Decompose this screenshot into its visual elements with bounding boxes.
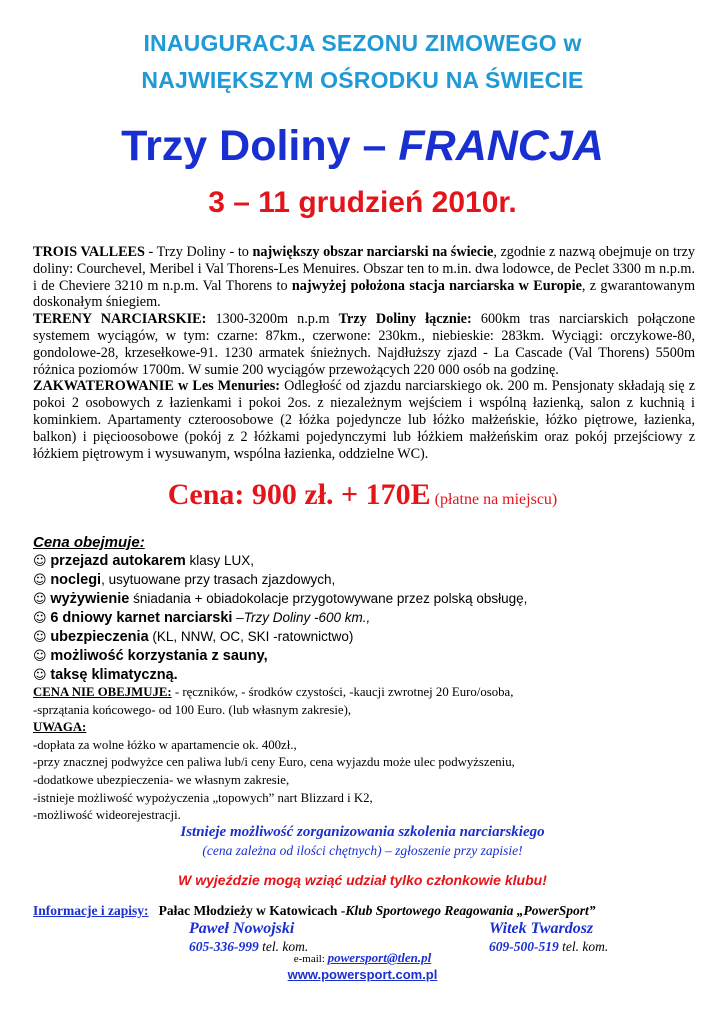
info-link[interactable]: Informacje i zapisy: <box>33 903 149 918</box>
smiley-icon: ☺ <box>33 554 47 569</box>
smiley-icon: ☺ <box>33 668 47 683</box>
contact-person-2: Witek Twardosz 609-500-519 tel. kom. <box>489 920 609 954</box>
contact-phone: 609-500-519 <box>489 939 559 954</box>
description-paragraph-resort: TROIS VALLEES - Trzy Doliny - to największy obszar narciarski na świecie, zgodnie z nazwą obejmuje on trzy doliny: Courchevel, Meribel i Val Thorens-Les Menuires. Obszar ten to m.in. dwa lodowce, de Peclet 3300 m n.p.m. i de Cheviere 3210 m n.p.m. Val Thorens to najwyżej położona stacja narciarska w Europie, z gwarantowanym doskonałym śniegiem. <box>33 244 696 311</box>
included-item: ☺ przejazd autokarem klasy LUX, <box>33 553 254 569</box>
title-main: Trzy Doliny – <box>121 122 399 170</box>
included-item: ☺ wyżywienie śniadania + obiadokolacje przygotowywane przez polską obsługę, <box>33 591 528 607</box>
notes-heading: UWAGA: <box>33 720 87 735</box>
notes-list <box>33 737 695 825</box>
price-note: (płatne na miejscu) <box>430 491 558 508</box>
trip-date: 3 – 11 grudzień 2010r. <box>208 186 517 219</box>
smiley-icon: ☺ <box>33 592 47 607</box>
note-item: -dopłata za wolne łóżko w apartamencie ok. 400zł., <box>33 737 297 752</box>
excluded-section <box>33 684 695 825</box>
description-paragraph-accommodation: ZAKWATEROWANIE w Les Menuries: Odległość od zjazdu narciarskiego ok. 200 m. Pensjonaty składają się z pokoi 2 osobowych z łazienkami i pokoi 2os. z niezależnym wejściem i wspólną łazienką, salon z kuchnią i kominkiem. Apartamenty czteroosobowe (2 łóżka pojedyncze lub łóżko małżeńskie, łóżko piętrowe, łazienka, balkon) i pięcioosobowe (pokój z 2 łóżkami pojedynczymi lub łóżkiem małżeńskim oraz pokój przejściowy z łóżkiem piętrowym i wysuwanym, wspólna łazienka, oddzielne WC). <box>33 378 695 462</box>
note-item: -dodatkowe ubezpieczenia- we własnym zakresie, <box>33 772 290 787</box>
included-item: ☺ możliwość korzystania z sauny, <box>33 648 268 664</box>
ski-course-note <box>0 823 725 860</box>
included-heading: Cena obejmuje: <box>33 534 145 551</box>
members-only-note: W wyjeździe mogą wziąć udział tylko członkowie klubu! <box>178 872 547 888</box>
email-line: e-mail: powersport@tlen.pl <box>293 950 432 965</box>
contact-name: Witek Twardosz <box>489 920 594 937</box>
contact-phone: 605-336-999 <box>189 939 259 954</box>
contact-line <box>33 903 596 919</box>
note-item: -istnieje możliwość wypożyczenia „topowych” nart Blizzard i K2, <box>33 790 373 805</box>
included-item: ☺ ubezpieczenia (KL, NNW, OC, SKI -ratownictwo) <box>33 629 354 645</box>
included-item: ☺ 6 dniowy karnet narciarski –Trzy Doliny -600 km., <box>33 610 371 626</box>
email-link[interactable]: powersport@tlen.pl <box>327 950 432 965</box>
included-section <box>33 534 695 685</box>
headline-line-1: INAUGURACJA SEZONU ZIMOWEGO w <box>143 30 582 56</box>
excluded-line-2: -sprzątania końcowego- od 100 Euro. (lub własnym zakresie), <box>33 702 352 717</box>
club-name: -Klub Sportowego Reagowania „PowerSport” <box>337 903 596 918</box>
main-title <box>0 122 725 171</box>
smiley-icon: ☺ <box>33 649 47 664</box>
headline-line-2: NAJWIĘKSZYM OŚRODKU NA ŚWIECIE <box>141 67 584 93</box>
included-list <box>33 552 695 685</box>
note-item: -możliwość wideorejestracji. <box>33 808 181 823</box>
website-link[interactable]: www.powersport.com.pl <box>287 967 438 982</box>
included-item: ☺ taksę klimatyczną. <box>33 667 178 683</box>
excluded-heading: CENA NIE OBEJMUJE: <box>33 685 172 699</box>
ski-course-line-1: Istnieje możliwość zorganizowania szkolenia narciarskiego <box>180 824 545 840</box>
smiley-icon: ☺ <box>33 630 47 645</box>
price-main: Cena: 900 zł. + 170E <box>167 478 431 511</box>
note-item: -przy znacznej podwyżce cen paliwa lub/i ceny Euro, cena wyjazdu może ulec podwyższeniu, <box>33 755 515 770</box>
contact-person-1: Paweł Nowojski 605-336-999 tel. kom. <box>189 920 309 954</box>
price-line <box>0 478 725 512</box>
organizer: Pałac Młodzieży w Katowicach <box>158 903 338 918</box>
contact-name: Paweł Nowojski <box>189 920 295 937</box>
ski-course-line-2: (cena zależna od ilości chętnych) – zgłoszenie przy zapisie! <box>202 843 523 858</box>
included-item: ☺ noclegi, usytuowane przy trasach zjazdowych, <box>33 572 336 588</box>
description-paragraph-slopes: TERENY NARCIARSKIE: 1300-3200m n.p.m Trzy Doliny łącznie: 600km tras narciarskich połączone systemem wyciągów, w tym: czarne: 87km., czerwone: 230km., niebieskie: 283km. Wyciągi: orczykowe-80, gondolowe-28, krzesełkowe-91. 1230 armatek śnieżnych. Najdłuższy zjazd - La Cascade (Val Thorens) 5500m różnica poziomów 1700m. W sumie 200 wyciągów przewożących 220 000 osób na godzinę. <box>33 311 695 378</box>
smiley-icon: ☺ <box>33 611 47 626</box>
title-country: FRANCJA <box>398 122 604 170</box>
description <box>33 244 695 462</box>
excluded-line-1: - ręczników, - środków czystości, -kaucji zwrotnej 20 Euro/osoba, <box>171 685 514 699</box>
smiley-icon: ☺ <box>33 573 47 588</box>
